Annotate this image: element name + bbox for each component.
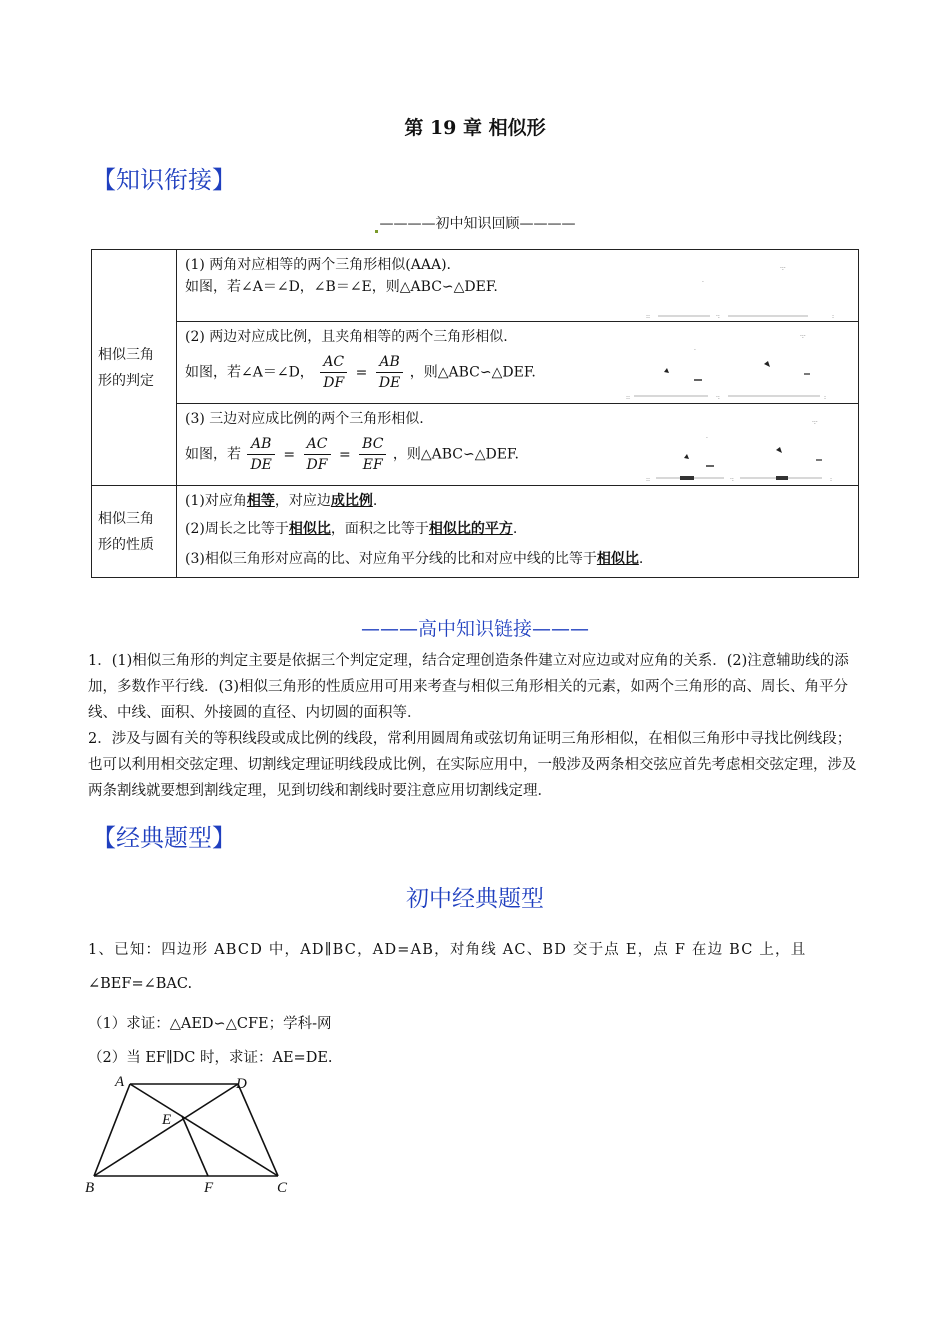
- property-1-text: (1)对应角: [185, 493, 247, 509]
- property-1: [185, 490, 850, 512]
- fraction-ac-df: [304, 434, 331, 475]
- judge-row-1-condition: 如图，若∠A＝∠D，∠B＝∠E，则△ABC∽△DEF.: [185, 279, 498, 295]
- property-3-text: .: [638, 551, 644, 567]
- vertex-label-c: C: [277, 1180, 288, 1196]
- link-heading: ———高中知识链接———: [360, 618, 589, 640]
- problem-part-2: （2）当 EF∥DC 时，求证：AE=DE.: [88, 1050, 333, 1066]
- trapezoid-figure: [82, 1070, 302, 1196]
- review-heading: [0, 213, 950, 233]
- fraction-denominator: DF: [323, 375, 345, 391]
- judge-row-3-title: (3) 三边对应成比例的两个三角形相似.: [185, 411, 424, 427]
- fraction-numerator: AB: [376, 352, 403, 373]
- vertex-label-b: B: [85, 1180, 95, 1196]
- page-title: 第 19 章 相似形: [404, 117, 546, 139]
- svg-text:·:·: ·:·: [812, 419, 818, 426]
- fraction-denominator: EF: [362, 457, 383, 473]
- fraction-numerator: BC: [359, 434, 386, 455]
- fraction-numerator: AB: [247, 434, 274, 455]
- judge-row-2-prefix: 如图，若∠A＝∠D，: [185, 364, 314, 381]
- fraction-ab-de: [247, 434, 274, 475]
- judge-row-2-title: (2) 两边对应成比例，且夹角相等的两个三角形相似.: [185, 329, 508, 345]
- vertex-label-f: F: [204, 1180, 214, 1196]
- property-cell: [177, 486, 859, 578]
- fraction-denominator: DF: [306, 457, 328, 473]
- svg-text:::: ::: [626, 394, 631, 401]
- property-3: [185, 548, 850, 570]
- svg-text:::: ::: [646, 313, 651, 318]
- svg-text:·: ·: [694, 347, 696, 354]
- property-header-line1: 相似三角: [98, 510, 154, 527]
- judge-row-3-suffix: ，则△ABC∽△DEF.: [392, 446, 519, 463]
- section-heading-knowledge: 【知识衔接】: [92, 166, 236, 194]
- judge-row-1: [177, 250, 859, 322]
- property-3-text: (3)相似三角形对应高的比、对应角平分线的比和对应中线的比等于: [185, 551, 597, 567]
- fraction-numerator: AC: [304, 434, 331, 455]
- svg-text::: :: [832, 313, 835, 318]
- triangle-figure-3: [644, 410, 844, 484]
- fraction-denominator: DE: [250, 457, 272, 473]
- svg-text:·:: ·:: [716, 313, 720, 318]
- fraction-denominator: DE: [378, 375, 401, 391]
- subtitle-junior-classic: 初中经典题型: [406, 886, 544, 912]
- judge-row-2: [177, 322, 859, 404]
- svg-text:·: ·: [706, 435, 708, 442]
- equals-sign: =: [283, 446, 296, 463]
- property-3-answer-ratio: 相似比: [596, 551, 639, 567]
- review-heading-text: ————初中知识回顾————: [379, 216, 576, 232]
- paragraph-2: 2．涉及与圆有关的等积线段或成比例的线段，常利用圆周角或弦切角证明三角形相似，在相似三角形中寻找比例线段；也可以利用相交弦定理、切割线定理证明线段成比例，在实际应用中，一般涉及两条相交弦应首先考虑相交弦定理，涉及两条割线就要想到割线定理，见到切线和割线时要注意应用切割线定理．: [88, 731, 857, 799]
- property-2-text: (2)周长之比等于: [185, 521, 289, 537]
- paragraph-1: 1．(1)相似三角形的判定主要是依据三个判定定理，结合定理创造条件建立对应边或对应角的关系．(2)注意辅助线的添加，多数作平行线．(3)相似三角形的性质应用可用来考查与相似三角形相关的元素，如两个三角形的高、周长、角平分线、中线、面积、外接圆的直径、内切圆的面积等．: [88, 653, 849, 721]
- property-2-text: .: [512, 521, 518, 537]
- equals-sign: =: [355, 364, 368, 381]
- problem-part-1: （1）求证：△AED∽△CFE；学科-网: [88, 1016, 332, 1032]
- svg-text:·:: ·:: [730, 476, 734, 483]
- problem-stem-line2: ∠BEF=∠BAC.: [88, 976, 193, 992]
- svg-text::: :: [830, 476, 833, 483]
- fraction-ab-de: [376, 352, 403, 393]
- svg-text:·: ·: [702, 279, 704, 286]
- property-2-answer-ratio: 相似比: [288, 521, 331, 537]
- svg-text:::: ::: [646, 476, 651, 483]
- judge-row-2-suffix: ，则△ABC∽△DEF.: [409, 364, 536, 381]
- triangle-figure-2: [624, 328, 844, 402]
- property-2: [185, 518, 850, 540]
- property-2-answer-ratio-squared: 相似比的平方: [428, 521, 513, 537]
- property-1-text: .: [372, 493, 378, 509]
- svg-text::: :: [824, 394, 827, 401]
- judge-header: [92, 250, 177, 486]
- property-2-text: ，面积之比等于: [330, 521, 429, 537]
- fraction-ac-df: [320, 352, 347, 393]
- equals-sign: =: [338, 446, 351, 463]
- svg-text:·:·: ·:·: [780, 265, 786, 272]
- judge-header-line2: 形的判定: [98, 372, 154, 389]
- svg-text:·:·: ·:·: [800, 333, 806, 340]
- fraction-bc-ef: [359, 434, 386, 475]
- vertex-label-e: E: [162, 1112, 172, 1128]
- vertex-label-a: A: [115, 1074, 125, 1090]
- problem-stem-line1: 1、已知：四边形 ABCD 中，AD∥BC，AD=AB，对角线 AC、BD 交于点 E，点 F 在边 BC 上，且: [88, 942, 807, 958]
- judge-header-line1: 相似三角: [98, 346, 154, 363]
- judge-row-3: [177, 404, 859, 486]
- property-header-line2: 形的性质: [98, 536, 154, 553]
- vertex-label-d: D: [236, 1076, 247, 1092]
- section-heading-classic: 【经典题型】: [92, 824, 236, 852]
- triangle-figure-1: [644, 256, 844, 318]
- property-header: [92, 486, 177, 578]
- judge-row-3-prefix: 如图，若: [185, 446, 241, 463]
- svg-text:·:: ·:: [716, 394, 720, 401]
- property-1-text: ，对应边: [274, 493, 331, 509]
- fraction-numerator: AC: [320, 352, 347, 373]
- knowledge-table: [91, 249, 859, 578]
- judge-row-1-title: (1) 两角对应相等的两个三角形相似(AAA).: [185, 257, 451, 273]
- property-1-answer-equal: 相等: [246, 493, 275, 509]
- property-1-answer-proportional: 成比例: [330, 493, 373, 509]
